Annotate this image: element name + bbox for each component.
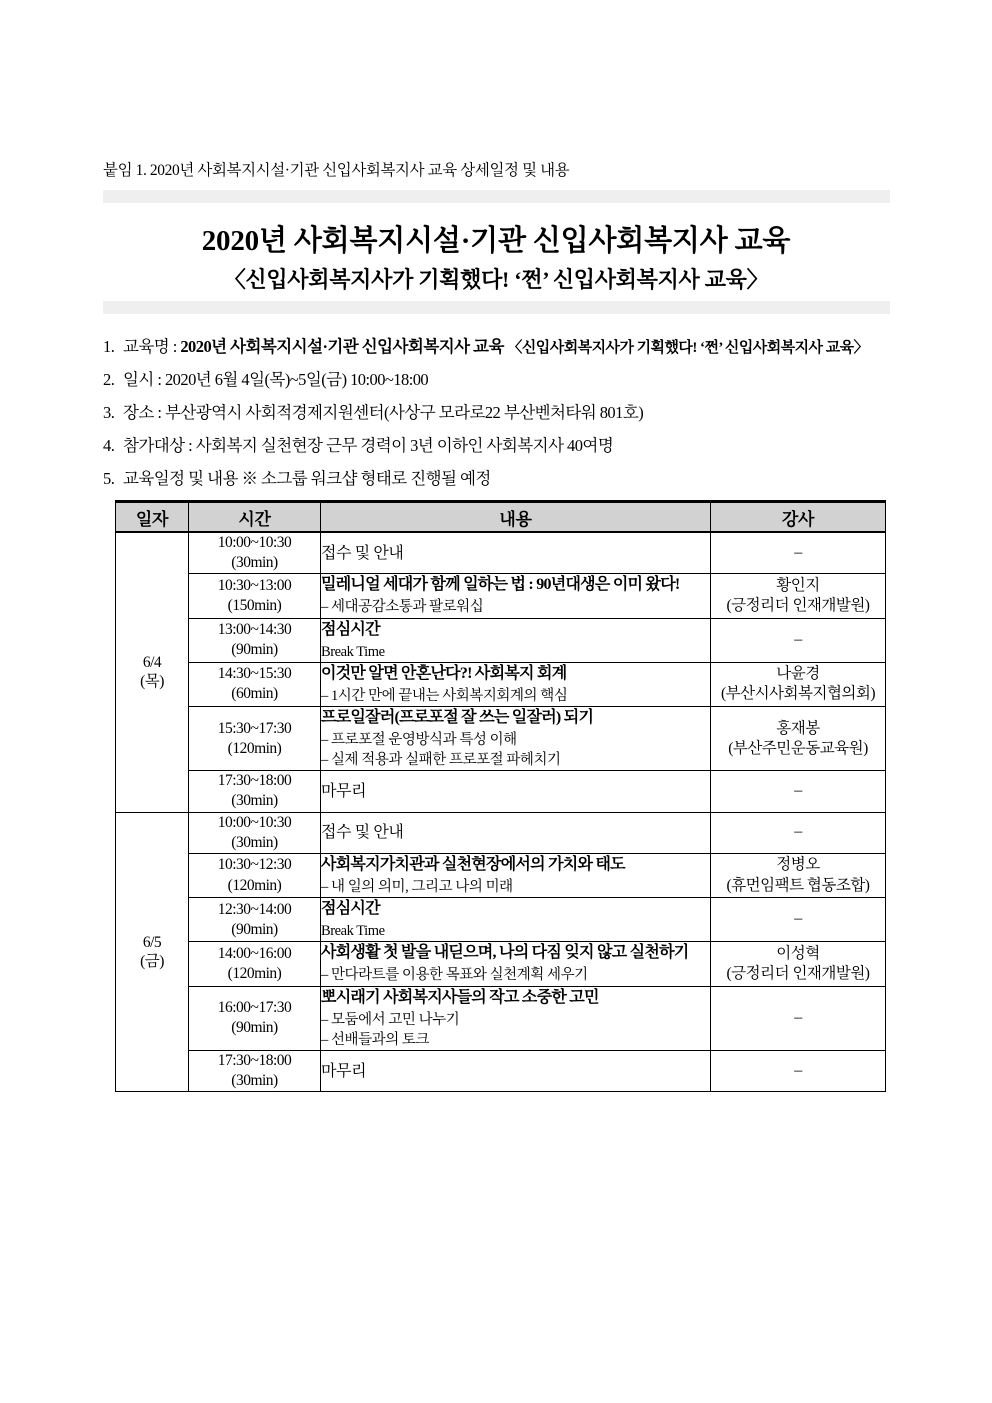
instructor-name: 홍재봉 xyxy=(776,719,820,737)
table-row xyxy=(116,618,886,662)
cell-instructor xyxy=(711,574,886,618)
time-range: 14:00~16:00 xyxy=(217,944,292,962)
cell-time xyxy=(189,771,321,812)
info-item-label: 교육일정 및 내용 xyxy=(123,469,242,488)
info-item-number: 3. xyxy=(103,403,115,422)
cell-instructor xyxy=(711,771,886,812)
content-title: 점심시간 xyxy=(321,620,380,638)
cell-content xyxy=(321,706,711,770)
schedule-table-wrapper xyxy=(115,500,885,1092)
content-title: 접수 및 안내 xyxy=(321,824,404,842)
content-subitem: – 만다라트를 이용한 목표와 실천계획 세우기 xyxy=(321,967,588,984)
instructor-name: – xyxy=(794,630,802,648)
content-subitem: – 세대공감소통과 팔로워십 xyxy=(321,599,484,616)
info-item xyxy=(103,465,903,498)
schedule-table-body xyxy=(116,532,886,1092)
date-line-2: (목) xyxy=(140,673,164,691)
content-subitem: – 선배들과의 토크 xyxy=(321,1031,430,1048)
table-row xyxy=(116,662,886,706)
content-subitem: Break Time xyxy=(321,923,385,940)
cell-date xyxy=(116,812,189,1092)
cell-date xyxy=(116,532,189,812)
content-title: 마무리 xyxy=(321,782,367,800)
date-line-1: 6/5 xyxy=(142,933,162,951)
info-item-value-secondary: 〈신입사회복지사가 기획했다! ‘쩐’ 신입사회복지사 교육〉 xyxy=(507,340,869,356)
time-range: 15:30~17:30 xyxy=(217,719,292,737)
info-item-value: 2020년 6월 4일(목)~5일(금) 10:00~18:00 xyxy=(164,370,429,389)
cell-time xyxy=(189,853,321,897)
content-subitem: – 모둠에서 고민 나누기 xyxy=(321,1011,460,1028)
info-item-number: 2. xyxy=(103,370,115,389)
table-row xyxy=(116,532,886,574)
table-row xyxy=(116,898,886,942)
table-row xyxy=(116,1050,886,1091)
info-item-value: 사회복지 실천현장 근무 경력이 3년 이하인 사회복지사 40여명 xyxy=(195,436,614,455)
time-range: 12:30~14:00 xyxy=(217,900,292,918)
cell-time xyxy=(189,706,321,770)
table-row xyxy=(116,853,886,897)
info-item-number: 5. xyxy=(103,469,115,488)
info-item-text xyxy=(123,333,903,357)
info-item-label: 교육명 : xyxy=(123,337,181,356)
info-item-number: 1. xyxy=(103,337,115,356)
cell-instructor xyxy=(711,853,886,897)
table-row xyxy=(116,986,886,1050)
time-duration: (120min) xyxy=(227,964,282,982)
instructor-name: 나윤경 xyxy=(776,665,820,683)
content-subitem: – 1시간 만에 끝내는 사회복지회계의 핵심 xyxy=(321,687,568,704)
instructor-name: – xyxy=(794,910,802,928)
table-row xyxy=(116,812,886,853)
cell-time xyxy=(189,898,321,942)
content-title: 이것만 알면 안혼난다?! 사회복지 회계 xyxy=(321,664,567,682)
table-row xyxy=(116,574,886,618)
instructor-name: – xyxy=(794,782,802,800)
content-title: 사회생활 첫 발을 내딛으며, 나의 다짐 잊지 않고 실천하기 xyxy=(321,944,689,962)
time-duration: (30min) xyxy=(231,833,278,851)
info-item xyxy=(103,432,903,465)
cell-instructor xyxy=(711,942,886,986)
column-header-date: 일자 xyxy=(116,502,189,533)
cell-content xyxy=(321,853,711,897)
cell-instructor xyxy=(711,662,886,706)
instructor-name: 황인지 xyxy=(776,576,820,594)
document-subtitle: 〈신입사회복지사가 기획했다! ‘쩐’ 신입사회복지사 교육〉 xyxy=(223,267,769,292)
column-header-time: 시간 xyxy=(189,502,321,533)
date-line-2: (금) xyxy=(140,952,164,970)
time-duration: (90min) xyxy=(231,920,278,938)
column-header-content: 내용 xyxy=(321,502,711,533)
cell-instructor xyxy=(711,898,886,942)
instructor-affiliation: (긍정리더 인재개발원) xyxy=(726,964,870,982)
instructor-name: 정병오 xyxy=(776,856,820,874)
cell-content xyxy=(321,1050,711,1091)
time-range: 10:00~10:30 xyxy=(217,813,292,831)
cell-time xyxy=(189,1050,321,1091)
instructor-affiliation: (휴먼임팩트 협동조합) xyxy=(726,876,870,894)
info-item-text xyxy=(123,399,903,423)
time-duration: (60min) xyxy=(231,685,278,703)
attachment-caption: 붙임 1. 2020년 사회복지시설·기관 신입사회복지사 교육 상세일정 및 내용 xyxy=(103,162,570,179)
table-header-row xyxy=(116,502,886,533)
content-title: 프로일잘러(프로포절 잘 쓰는 일잘러) 되기 xyxy=(321,708,594,726)
info-item xyxy=(103,399,903,432)
cell-instructor xyxy=(711,812,886,853)
schedule-table xyxy=(115,500,886,1092)
time-range: 10:30~13:00 xyxy=(217,576,292,594)
cell-content xyxy=(321,942,711,986)
time-range: 17:30~18:00 xyxy=(217,772,292,790)
content-subitem: Break Time xyxy=(321,643,385,660)
cell-time xyxy=(189,618,321,662)
time-duration: (30min) xyxy=(231,1072,278,1090)
info-item-text xyxy=(123,432,903,456)
content-title: 뽀시래기 사회복지사들의 작고 소중한 고민 xyxy=(321,988,599,1006)
cell-time xyxy=(189,986,321,1050)
info-item-label: 일시 : xyxy=(123,370,165,389)
time-duration: (90min) xyxy=(231,641,278,659)
time-range: 16:00~17:30 xyxy=(217,999,292,1017)
cell-content xyxy=(321,532,711,574)
table-row xyxy=(116,706,886,770)
instructor-affiliation: (긍정리더 인재개발원) xyxy=(726,596,870,614)
content-title: 점심시간 xyxy=(321,900,380,918)
document-title: 2020년 사회복지시설·기관 신입사회복지사 교육 xyxy=(201,225,791,257)
cell-time xyxy=(189,574,321,618)
info-item-value: ※ 소그룹 워크샵 형태로 진행될 예정 xyxy=(241,469,491,488)
time-range: 13:00~14:30 xyxy=(217,620,292,638)
cell-time xyxy=(189,942,321,986)
cell-content xyxy=(321,662,711,706)
info-item-text xyxy=(123,465,903,489)
content-title: 마무리 xyxy=(321,1062,367,1080)
cell-time xyxy=(189,662,321,706)
info-item-value: 부산광역시 사회적경제지원센터(사상구 모라로22 부산벤처타워 801호) xyxy=(164,403,644,422)
cell-content xyxy=(321,771,711,812)
column-header-instructor: 강사 xyxy=(711,502,886,533)
time-duration: (30min) xyxy=(231,792,278,810)
cell-content xyxy=(321,812,711,853)
instructor-name: – xyxy=(794,543,802,561)
time-range: 17:30~18:00 xyxy=(217,1051,292,1069)
cell-instructor xyxy=(711,618,886,662)
time-range: 10:00~10:30 xyxy=(217,534,292,551)
info-item-label: 장소 : xyxy=(123,403,165,422)
time-duration: (120min) xyxy=(227,876,282,894)
content-subitem: – 실제 적용과 실패한 프로포절 파헤치기 xyxy=(321,752,561,769)
table-row xyxy=(116,942,886,986)
cell-content xyxy=(321,898,711,942)
content-subitem: – 내 일의 의미, 그리고 나의 미래 xyxy=(321,879,513,896)
cell-time xyxy=(189,812,321,853)
cell-instructor xyxy=(711,1050,886,1091)
info-item-value: 2020년 사회복지시설·기관 신입사회복지사 교육 xyxy=(180,337,508,356)
info-item-number: 4. xyxy=(103,436,115,455)
cell-content xyxy=(321,618,711,662)
info-item xyxy=(103,366,903,399)
info-list xyxy=(103,333,903,498)
time-duration: (120min) xyxy=(227,739,282,757)
title-divider-bottom xyxy=(103,301,890,314)
time-duration: (30min) xyxy=(231,554,278,572)
instructor-name: – xyxy=(794,1061,802,1079)
time-duration: (90min) xyxy=(231,1019,278,1037)
date-line-1: 6/4 xyxy=(142,653,162,671)
content-title: 사회복지가치관과 실천현장에서의 가치와 태도 xyxy=(321,855,625,873)
cell-time xyxy=(189,532,321,574)
instructor-affiliation: (부산시사회복지협의회) xyxy=(720,685,876,703)
info-item xyxy=(103,333,903,366)
cell-instructor xyxy=(711,532,886,574)
time-range: 10:30~12:30 xyxy=(217,856,292,874)
table-row xyxy=(116,771,886,812)
instructor-name: 이성혁 xyxy=(776,944,820,962)
title-divider-top xyxy=(103,190,890,203)
cell-instructor xyxy=(711,706,886,770)
cell-instructor xyxy=(711,986,886,1050)
instructor-name: – xyxy=(794,1008,802,1026)
content-title: 밀레니얼 세대가 함께 일하는 법 : 90년대생은 이미 왔다! xyxy=(321,576,680,594)
instructor-affiliation: (부산주민운동교육원) xyxy=(728,739,868,757)
content-title: 접수 및 안내 xyxy=(321,544,404,562)
time-range: 14:30~15:30 xyxy=(217,665,292,683)
time-duration: (150min) xyxy=(227,596,282,614)
info-item-label: 참가대상 : xyxy=(123,436,196,455)
info-item-text xyxy=(123,366,903,390)
content-subitem: – 프로포절 운영방식과 특성 이해 xyxy=(321,732,517,749)
instructor-name: – xyxy=(794,823,802,841)
cell-content xyxy=(321,986,711,1050)
cell-content xyxy=(321,574,711,618)
